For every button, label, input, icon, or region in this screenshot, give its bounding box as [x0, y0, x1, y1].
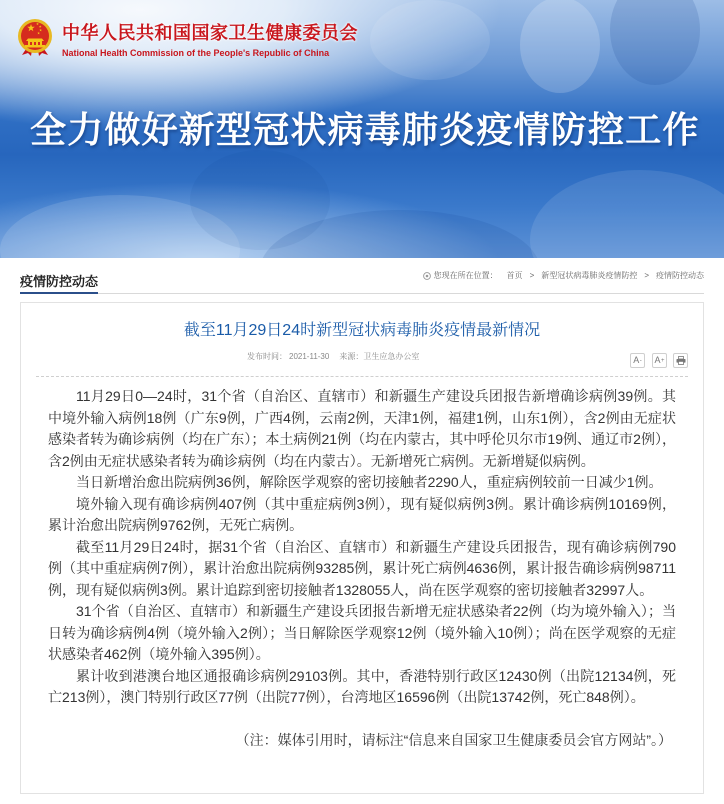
breadcrumb-covid-link[interactable]: 新型冠状病毒肺炎疫情防控 — [541, 271, 638, 280]
emblem-gate-base — [25, 45, 45, 48]
article-title: 截至11月29日24时新型冠状病毒肺炎疫情最新情况 — [183, 322, 541, 339]
article-meta — [247, 351, 419, 363]
breadcrumb-home-link[interactable]: 首页 — [506, 271, 523, 280]
font-decrease-glyph: A — [633, 355, 640, 365]
section-title: 疫情防控动态 — [20, 273, 98, 294]
publish-date: 2021-11-30 — [289, 352, 330, 361]
print-icon-paper — [678, 357, 683, 360]
font-increase-button[interactable] — [652, 353, 667, 368]
article-paragraph: 境外输入现有确诊病例407例（其中重症病例3例），现有疑似病例3例。累计确诊病例10169例，累计治愈出院病例9762例，无死亡病例。 — [48, 495, 676, 533]
banner-figure-shape — [370, 0, 490, 80]
breadcrumb-separator: > — [529, 271, 535, 280]
source-value: 卫生应急办公室 — [363, 352, 420, 361]
print-button[interactable] — [673, 353, 688, 368]
font-increase-glyph: A — [654, 355, 661, 365]
emblem-gate-door — [34, 42, 36, 45]
breadcrumb-prefix: 您现在所在位置： — [433, 271, 498, 280]
emblem-gate-roof — [26, 39, 44, 42]
breadcrumb-separator: > — [644, 271, 649, 280]
breadcrumb-current-link[interactable]: 疫情防控动态 — [656, 271, 704, 280]
article-container — [20, 302, 704, 794]
article-paragraph: 累计收到港澳台地区通报确诊病例29103例。其中，香港特别行政区12430例（出院12134例，死亡213例），澳门特别行政区77例（出院77例），台湾地区16596例（出院13742例，死亡848例）。 — [48, 667, 676, 705]
font-decrease-sign: - — [639, 357, 642, 364]
font-increase-sign: + — [661, 357, 665, 364]
banner — [0, 0, 724, 258]
banner-figure-shape — [520, 0, 600, 93]
font-decrease-button[interactable] — [630, 353, 645, 368]
national-emblem-icon — [17, 17, 53, 57]
emblem-gate-door — [30, 42, 32, 45]
banner-figure-shape — [190, 150, 330, 250]
banner-slogan: 全力做好新型冠状病毒肺炎疫情防控工作 — [30, 109, 700, 150]
article-paragraph: 截至11月29日24时，据31个省（自治区、直辖市）和新疆生产建设兵团报告，现有确诊病例790例（其中重症病例7例），累计治愈出院病例93285例，累计死亡病例4636例，累计报告确诊病例98711例，现有疑似病例3例。累计追踪到密切接触者1328055人，尚在医学观察的密切接触者32997人。 — [48, 538, 676, 598]
publish-label: 发布时间： — [247, 352, 287, 361]
article-divider — [36, 376, 688, 377]
article-note: （注：媒体引用时，请标注“信息来自国家卫生健康委员会官方网站”。） — [235, 731, 672, 748]
breadcrumb — [423, 270, 704, 282]
site-logo-link[interactable] — [0, 0, 380, 70]
banner-figure-shape — [530, 170, 724, 258]
section-header — [20, 266, 704, 294]
print-icon-output — [678, 361, 683, 364]
article-paragraph: 当日新增治愈出院病例36例，解除医学观察的密切接触者2290人，重症病例较前一日减少1例。 — [76, 474, 663, 490]
site-title: 中华人民共和国国家卫生健康委员会 — [62, 23, 358, 43]
banner-figure-shape — [610, 0, 700, 85]
print-icon — [676, 356, 686, 365]
article-paragraph: 11月29日0—24时，31个省（自治区、直辖市）和新疆生产建设兵团报告新增确诊病例39例。其中境外输入病例18例（广东9例，广西4例，云南2例，天津1例，福建1例，山东1例），含2例由无症状感染者转为确诊病例（均在广东）；本土病例21例（均在内蒙古，其中呼伦贝尔市19例、通辽市2例），含2例由无症状感染者转为确诊病例（均在内蒙古）。无新增死亡病例。无新增疑似病例。 — [48, 388, 676, 469]
emblem-gate-door — [38, 42, 40, 45]
article-body — [48, 386, 676, 751]
source-label: 来源： — [339, 352, 364, 361]
site-title-english: National Health Commission of the People's Republic of China — [62, 48, 330, 58]
location-icon-dot — [425, 275, 428, 278]
location-icon — [423, 272, 431, 280]
article-paragraph: 31个省（自治区、直辖市）和新疆生产建设兵团报告新增无症状感染者22例（均为境外输入）；当日转为确诊病例4例（境外输入2例）；当日解除医学观察12例（境外输入10例）；尚在医学观察的无症状感染者462例（境外输入395例）。 — [48, 603, 676, 662]
